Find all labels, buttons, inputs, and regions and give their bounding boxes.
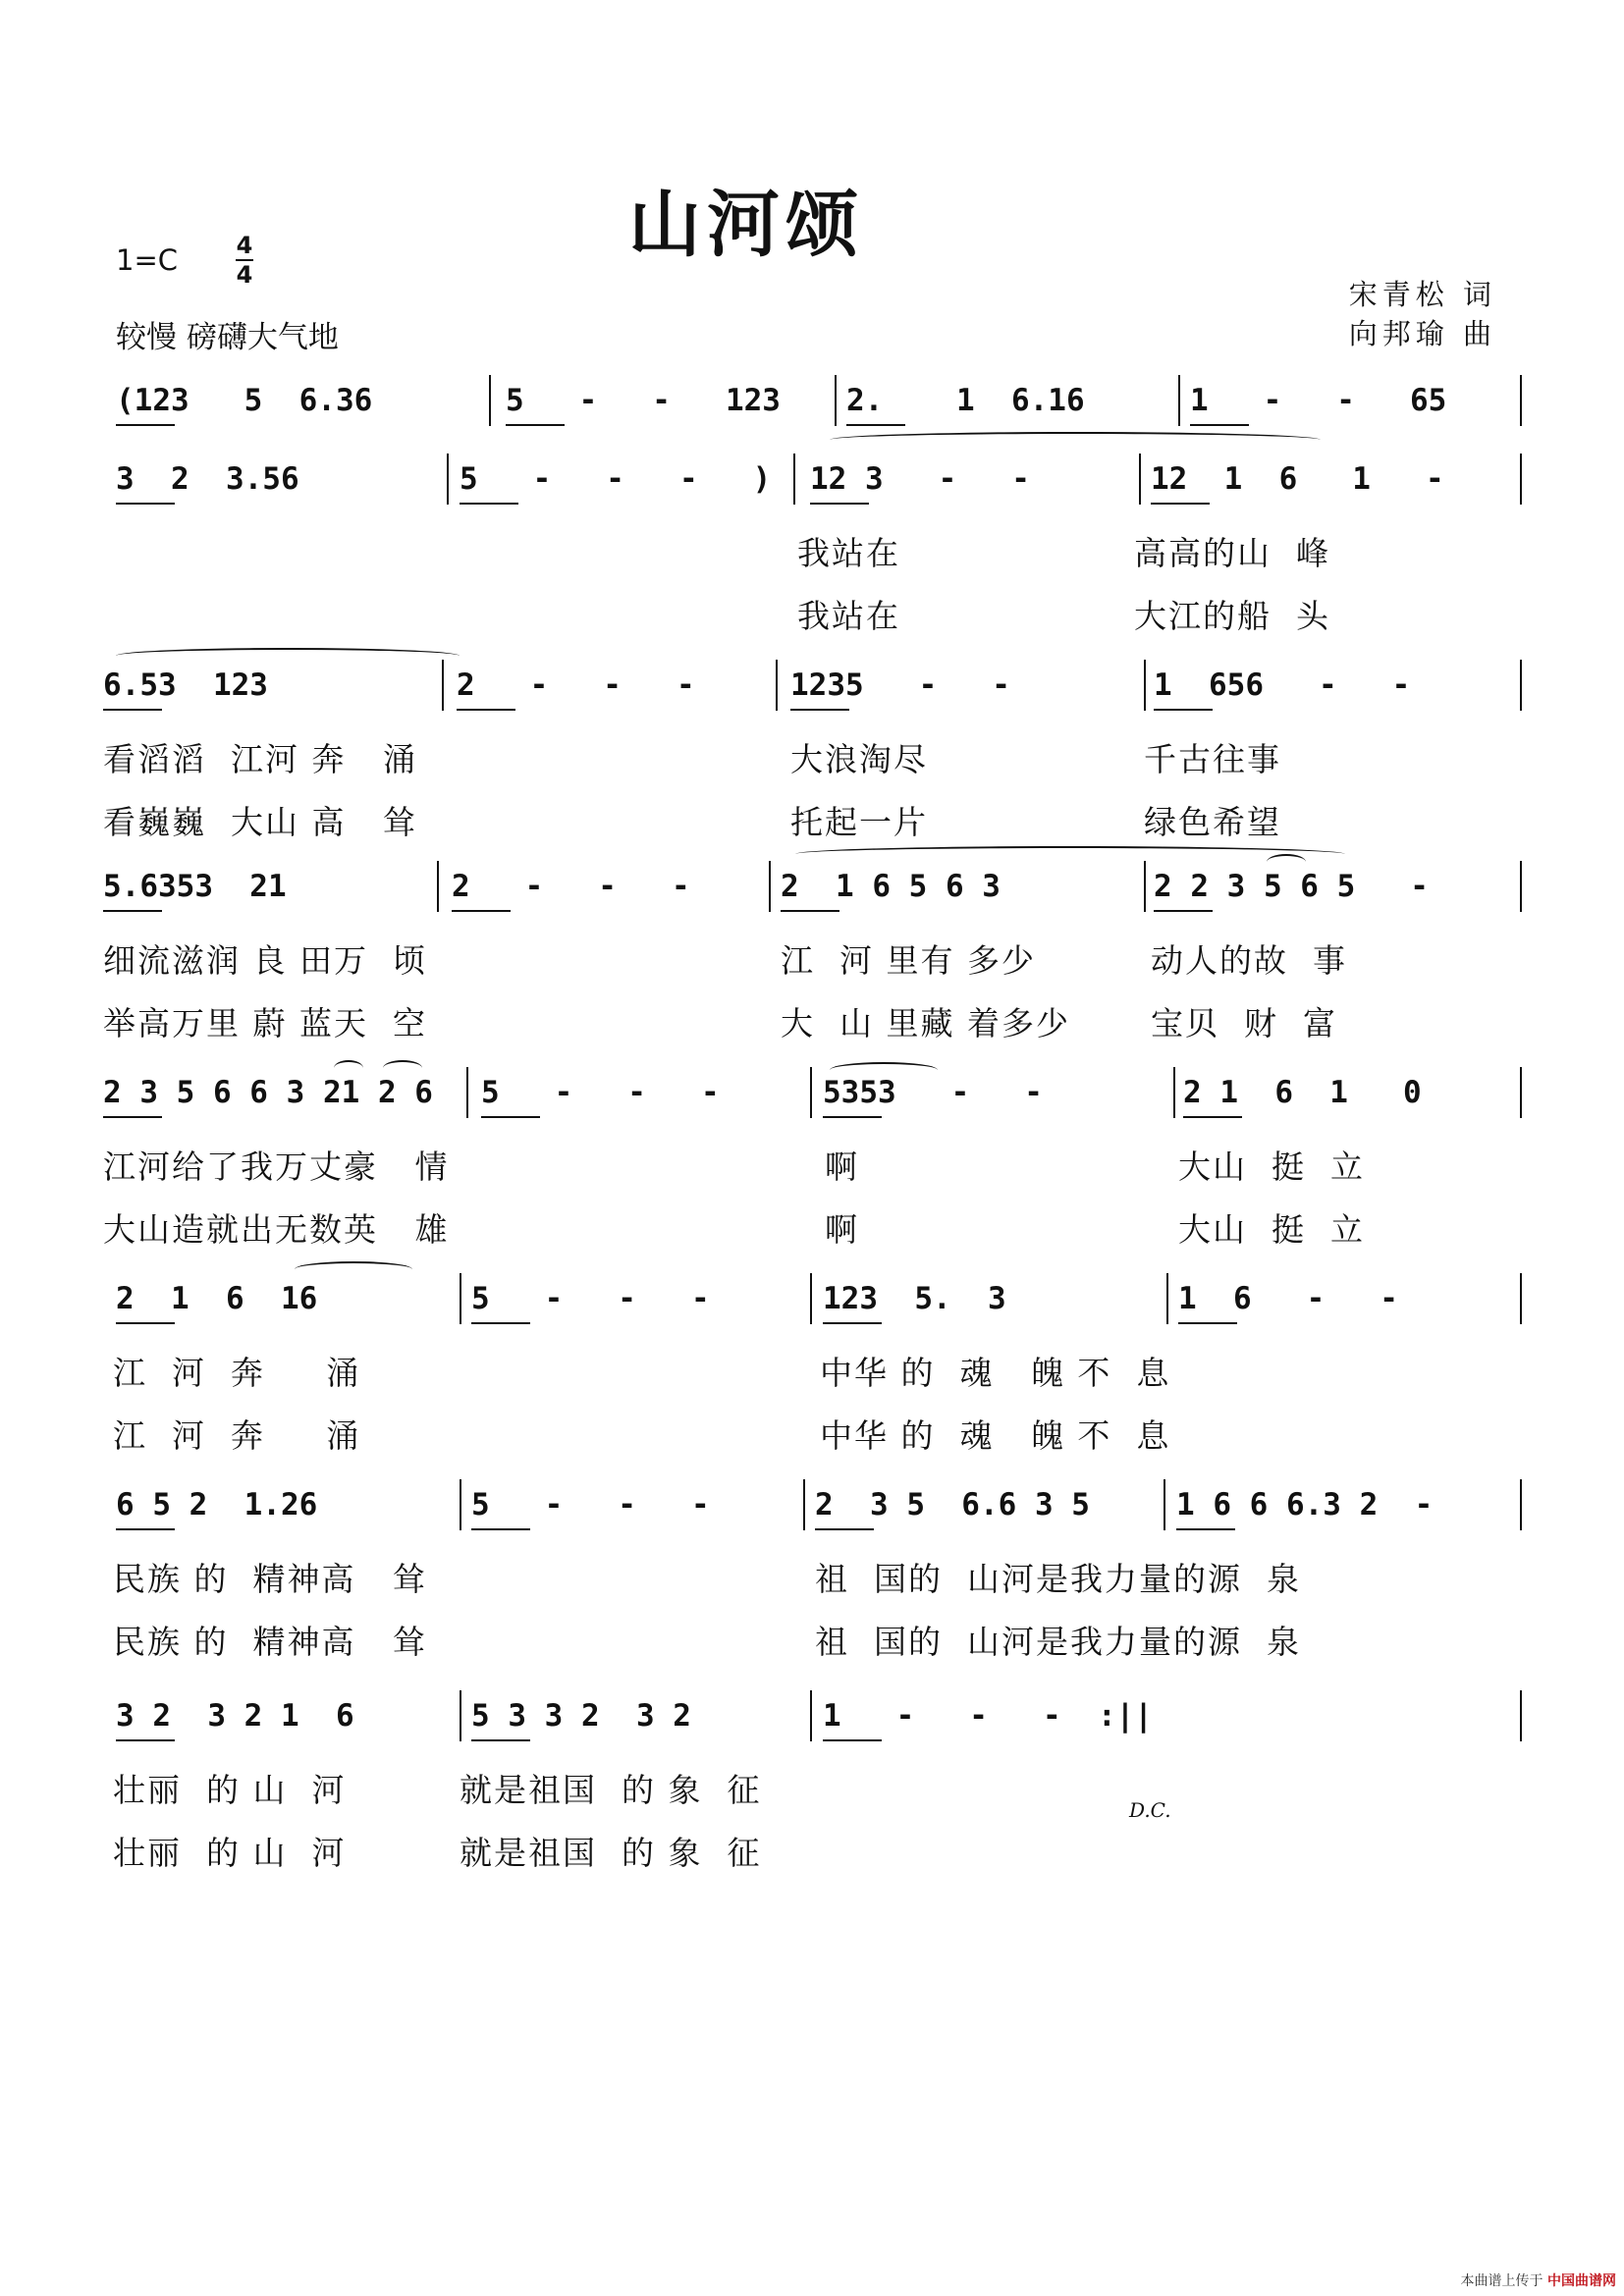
lyric-verse-1: 民族 的 精神高 耸	[113, 1560, 427, 1598]
slur-arc	[1267, 854, 1306, 870]
beam-underline	[823, 1322, 882, 1324]
measure-notes: 1 6 6 6.3 2 -	[1176, 1487, 1434, 1522]
beam-underline	[452, 910, 511, 912]
score-system	[0, 667, 1624, 864]
lyric-verse-2: 宝贝 财 富	[1151, 1004, 1337, 1042]
lyric-verse-2: 绿色希望	[1144, 803, 1281, 841]
beam-underline	[815, 1528, 874, 1530]
measure-notes: 6.53 123	[103, 667, 268, 703]
footer-site: 中国曲谱网	[1547, 2273, 1616, 2289]
lyric-verse-2: 中华 的 魂 魄 不 息	[820, 1416, 1171, 1455]
lyric-verse-2: 大 山 里藏 着多少	[781, 1004, 1070, 1042]
bar-line	[810, 1273, 812, 1324]
measure-notes: 5 - - 123	[506, 383, 781, 418]
bar-line	[442, 660, 444, 711]
lyric-verse-1: 祖 国的 山河是我力量的源 泉	[815, 1560, 1301, 1598]
bar-line	[1139, 454, 1141, 505]
lyric-verse-1: 江 河 里有 多少	[781, 941, 1036, 980]
measure-notes: 5 - - -	[481, 1075, 720, 1110]
lyric-verse-1: 细流滋润 良 田万 顷	[103, 941, 427, 980]
measure-notes: 3 2 3 2 1 6	[116, 1698, 354, 1734]
bar-line	[1178, 375, 1180, 426]
lyric-verse-1: 大浪淘尽	[790, 740, 928, 778]
beam-underline	[116, 1739, 175, 1741]
bar-line	[803, 1479, 805, 1530]
bar-line	[460, 1479, 461, 1530]
lyric-verse-1: 就是祖国 的 象 征	[460, 1771, 762, 1809]
beam-underline	[1154, 910, 1213, 912]
beam-underline	[1190, 424, 1249, 426]
beam-underline	[1178, 1322, 1237, 1324]
beam-underline	[1183, 1116, 1242, 1118]
slur-arc	[795, 846, 1345, 862]
lyric-verse-2: 看巍巍 大山 高 耸	[103, 803, 417, 841]
lyric-verse-2: 托起一片	[790, 803, 928, 841]
slur-arc	[116, 648, 460, 664]
slur-arc	[295, 1261, 412, 1277]
beam-underline	[103, 910, 162, 912]
lyric-verse-1: 看滔滔 江河 奔 涌	[103, 740, 417, 778]
measure-notes: 1 656 - -	[1154, 667, 1411, 703]
beam-underline	[1176, 1528, 1235, 1530]
score-system	[0, 1281, 1624, 1477]
lyric-verse-2: 我站在	[797, 597, 900, 635]
meter-bottom: 4	[236, 261, 253, 289]
lyric-verse-1: 我站在	[797, 534, 900, 572]
slur-arc	[830, 1062, 938, 1078]
beam-underline	[471, 1739, 530, 1741]
bar-line	[1520, 861, 1522, 912]
beam-underline	[116, 503, 175, 505]
measure-notes: 3 2 3.56	[116, 461, 299, 497]
bar-line	[1520, 660, 1522, 711]
bar-line	[835, 375, 837, 426]
measure-notes: 12 1 6 1 -	[1151, 461, 1444, 497]
bar-line	[447, 454, 449, 505]
lyric-verse-2: 大山 挺 立	[1178, 1210, 1365, 1249]
bar-line	[1520, 1067, 1522, 1118]
measure-notes: 5 3 3 2 3 2	[471, 1698, 691, 1734]
bar-line	[460, 1273, 461, 1324]
beam-underline	[1154, 709, 1213, 711]
tempo-marking: 较慢 磅礴大气地	[116, 320, 339, 355]
measure-notes: 2 1 6 1 0	[1183, 1075, 1422, 1110]
meter-top: 4	[236, 232, 253, 259]
measure-notes: 5 - - -	[471, 1281, 710, 1316]
da-capo-marking: D.C.	[1129, 1798, 1171, 1822]
lyric-verse-1: 大山 挺 立	[1178, 1148, 1365, 1186]
beam-underline	[116, 424, 175, 426]
lyric-verse-2: 啊	[825, 1210, 859, 1249]
beam-underline	[103, 709, 162, 711]
measure-notes: 2 - - -	[452, 869, 690, 904]
bar-line	[1144, 861, 1146, 912]
beam-underline	[846, 424, 905, 426]
bar-line	[460, 1690, 461, 1741]
lyric-verse-1: 壮丽 的 山 河	[113, 1771, 347, 1809]
bar-line	[1520, 454, 1522, 505]
bar-line	[1520, 1690, 1522, 1741]
bar-line	[437, 861, 439, 912]
measure-notes: 2 1 6 16	[116, 1281, 318, 1316]
measure-notes: 2 3 5 6.6 3 5	[815, 1487, 1090, 1522]
bar-line	[793, 454, 795, 505]
measure-notes: 12 3 - -	[810, 461, 1030, 497]
bar-line	[1166, 1273, 1168, 1324]
lyricist-credit: 宋青松 词	[1348, 278, 1496, 311]
lyric-verse-1: 啊	[825, 1148, 859, 1186]
bar-line	[1144, 660, 1146, 711]
lyric-verse-1: 中华 的 魂 魄 不 息	[820, 1354, 1171, 1392]
beam-underline	[506, 424, 565, 426]
beam-underline	[471, 1322, 530, 1324]
beam-underline	[823, 1739, 882, 1741]
beam-underline	[481, 1116, 540, 1118]
beam-underline	[781, 910, 839, 912]
measure-notes: 1 - - - :||	[823, 1698, 1153, 1734]
beam-underline	[116, 1528, 175, 1530]
beam-underline	[790, 709, 849, 711]
bar-line	[810, 1067, 812, 1118]
bar-line	[1520, 1273, 1522, 1324]
beam-underline	[457, 709, 515, 711]
lyric-verse-2: 大江的船 头	[1134, 597, 1330, 635]
lyric-verse-2: 举高万里 蔚 蓝天 空	[103, 1004, 427, 1042]
slur-arc	[830, 432, 1321, 448]
beam-underline	[460, 503, 518, 505]
slur-arc	[334, 1060, 363, 1076]
lyric-verse-1: 动人的故 事	[1151, 941, 1347, 980]
lyric-verse-2: 民族 的 精神高 耸	[113, 1623, 427, 1661]
slur-arc	[383, 1060, 422, 1076]
bar-line	[489, 375, 491, 426]
song-title: 山河颂	[628, 183, 864, 267]
beam-underline	[1151, 503, 1210, 505]
lyric-verse-2: 大山造就出无数英 雄	[103, 1210, 450, 1249]
measure-notes: 1 - - 65	[1190, 383, 1447, 418]
measure-notes: 2 2 3 5 6 5 -	[1154, 869, 1429, 904]
lyric-verse-1: 江 河 奔 涌	[113, 1354, 361, 1392]
lyric-verse-2: 壮丽 的 山 河	[113, 1834, 347, 1872]
measure-notes: 5.6353 21	[103, 869, 287, 904]
lyric-verse-1: 高高的山 峰	[1134, 534, 1330, 572]
score-system	[0, 1487, 1624, 1683]
footer	[1461, 2270, 1616, 2290]
footer-prefix: 本曲谱上传于	[1460, 2273, 1543, 2289]
key-signature: 1=C	[116, 243, 178, 277]
lyric-verse-2: 祖 国的 山河是我力量的源 泉	[815, 1623, 1301, 1661]
measure-notes: 5 - - -	[471, 1487, 710, 1522]
time-signature	[236, 232, 253, 289]
beam-underline	[471, 1528, 530, 1530]
score-system	[0, 1698, 1624, 1895]
composer-credit: 向邦瑜 曲	[1348, 317, 1496, 350]
bar-line	[1173, 1067, 1175, 1118]
measure-notes: 2. 1 6.16	[846, 383, 1085, 418]
lyric-verse-1: 江河给了我万丈豪 情	[103, 1148, 450, 1186]
bar-line	[769, 861, 771, 912]
score-system	[0, 1075, 1624, 1271]
bar-line	[810, 1690, 812, 1741]
measure-notes: 123 5. 3	[823, 1281, 1006, 1316]
measure-notes: 5 - - - )	[460, 461, 772, 497]
measure-notes: 2 1 6 5 6 3	[781, 869, 1001, 904]
beam-underline	[823, 1116, 882, 1118]
beam-underline	[810, 503, 869, 505]
bar-line	[1520, 375, 1522, 426]
measure-notes: 6 5 2 1.26	[116, 1487, 318, 1522]
measure-notes: 1235 - -	[790, 667, 1010, 703]
measure-notes: 2 - - -	[457, 667, 695, 703]
bar-line	[776, 660, 778, 711]
measure-notes: 5353 - -	[823, 1075, 1043, 1110]
bar-line	[1520, 1479, 1522, 1530]
measure-notes: (123 5 6.36	[116, 383, 373, 418]
score-system	[0, 461, 1624, 658]
beam-underline	[103, 1116, 162, 1118]
measure-notes: 2 3 5 6 6 3 21 2 6	[103, 1075, 433, 1110]
lyric-verse-1: 千古往事	[1144, 740, 1281, 778]
lyric-verse-2: 江 河 奔 涌	[113, 1416, 361, 1455]
beam-underline	[116, 1322, 175, 1324]
bar-line	[1164, 1479, 1165, 1530]
lyric-verse-2: 就是祖国 的 象 征	[460, 1834, 762, 1872]
measure-notes: 1 6 - -	[1178, 1281, 1398, 1316]
bar-line	[466, 1067, 468, 1118]
score-system	[0, 869, 1624, 1065]
